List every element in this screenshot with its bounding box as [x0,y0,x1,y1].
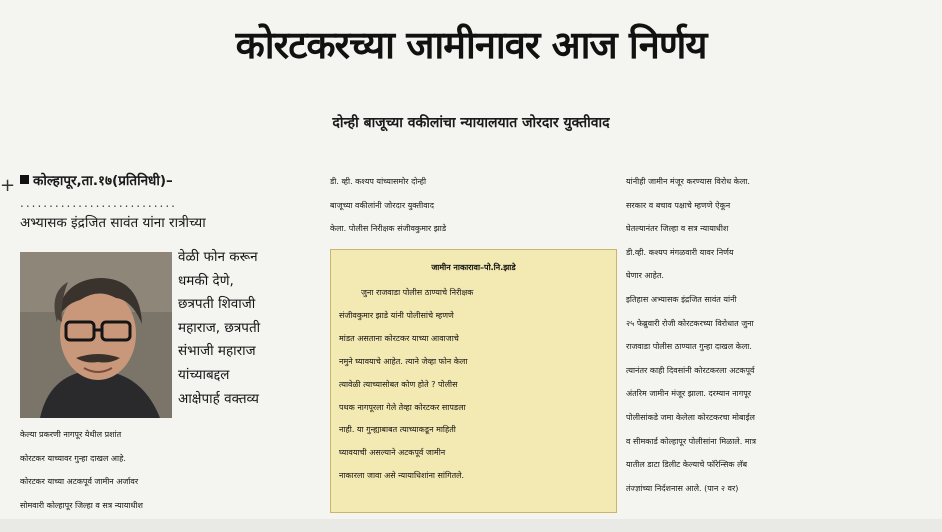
separator: ........................... [20,195,177,210]
col1-line: केल्या प्रकरणी नागपूर येथील प्रशांत [20,430,122,439]
col3-line: यांनीही जामीन मंजूर करण्यास विरोध केला. [626,177,750,186]
col3-line: इतिहास अभ्यासक इंद्रजित सावंत यांनी [626,294,737,304]
col3-line: २५ फेब्रुवारी रोजी कोरटकरच्या विरोधात जुना [626,318,754,328]
col1-continued-text [20,423,320,517]
portrait-photo [20,252,172,418]
box-line: त्यावेळी त्याच्यासोबत कोण होते ? पोलीस [339,379,458,389]
col1-wrap-line: धमकी देणे, [178,272,234,289]
column-1 [20,170,310,235]
col3-line: डी.व्ही. कश्यप मंगळवारी यावर निर्णय [626,247,734,257]
col3-line: घेतल्यानंतर जिल्हा व सत्र न्यायाधीश [626,224,729,234]
sidebar-box [330,249,617,513]
col1-line: कोरटकर याच्या अटकपूर्व जामीन अर्जावर [20,477,139,487]
box-line: घ्यावयाची असल्याने अटकपूर्व जामीन [339,448,446,458]
col3-line: सरकार व बचाव पक्षाचे म्हणणे ऐकून [626,200,731,210]
col3-line: राजवाडा पोलीस ठाण्यात गुन्हा दाखल केला. [626,342,752,352]
col1-wrap-line: वेळी फोन करून [178,249,258,265]
box-line: पथक नागपूरला गेले तेव्हा कोरटकर सापडला [339,402,466,412]
col1-wrap-line: छत्रपती शिवाजी [178,296,256,313]
box-line: मांडत असताना कोरटकर याच्या आवाजाचे [339,333,459,343]
box-body [331,282,616,488]
subheadline: दोन्ही बाजूच्या वकीलांचा न्यायालयात जोरदार युक्तीवाद [332,115,610,131]
col1-line: कोरटकर याच्यावर गुन्हा दाखल आहे. [20,453,126,463]
page-bottom-strip [0,519,942,532]
box-line: नाही. या गुन्ह्याबाबत त्याच्याकडून माहिती [339,425,456,435]
box-line: संजीवकुमार झाडे यांनी पोलीसांचे म्हणणे [339,310,454,320]
column-2 [330,170,618,241]
box-line: जुना राजवाडा पोलीस ठाण्याचे निरीक्षक [361,288,474,297]
dateline [20,170,310,194]
box-title: जामीन नाकारावा–पो.नि.झाडे [431,263,516,272]
col3-line: अंतरिम जामीन मंजूर झाला. दरम्यान नागपूर [626,389,752,399]
crop-mark: + [0,175,16,196]
col1-intro: अभ्यासक इंद्रजित सावंत यांना रात्रीच्या [20,214,206,231]
col1-line: सोमवारी कोल्हापूर जिल्हा व सत्र न्यायाधीश [20,500,143,510]
col3-line: त्यानंतर काही दिवसांनी कोरटकरला अटकपूर्व [626,365,755,375]
col1-wrap-line: यांच्याबद्दल [178,366,230,383]
col2-line: केला. पोलीस निरीक्षक संजीवकुमार झाडे [330,224,447,234]
col1-wrapped-text [178,246,308,411]
column-3 [626,170,936,500]
dateline-text: कोल्हापूर,ता.१७(प्रतिनिधी)– [33,173,173,189]
col1-wrap-line: आक्षेपार्ह वक्तव्य [178,390,259,407]
col3-line: यातील डाटा डिलीट केल्याचे फॉरेन्सिक लॅब [626,460,748,470]
box-line: नमुने घ्यावयाचे आहेत. त्याने जेव्हा फोन केला [339,356,468,366]
col3-line: घेणार आहेत. [626,271,664,281]
box-line: नाकारला जावा असे न्यायाधिशांना सांगितले. [339,471,465,481]
col3-line: पोलीसांकडे जमा केलेला कोरटकरचा मोबाईल [626,412,755,422]
col1-wrap-line: संभाजी महाराज [178,343,256,360]
headline: कोरटकरच्या जामीनावर आज निर्णय [235,23,707,67]
col2-line: बाजूच्या वकीलांनी जोरदार युक्तीवाद [330,200,434,210]
col3-line: व सीमकार्ड कोल्हापूर पोलीसांना मिळाले. मात्र [626,436,757,446]
portrait-illustration [20,252,172,418]
bullet-square-icon [20,175,29,184]
col2-line: डी. व्ही. कश्यप यांच्यासमोर दोन्ही [330,177,427,186]
col1-wrap-line: महाराज, छत्रपती [178,319,261,336]
continuation-line: तंज्ज्ञांच्या निर्दशनास आले. (पान २ वर) [626,483,739,493]
